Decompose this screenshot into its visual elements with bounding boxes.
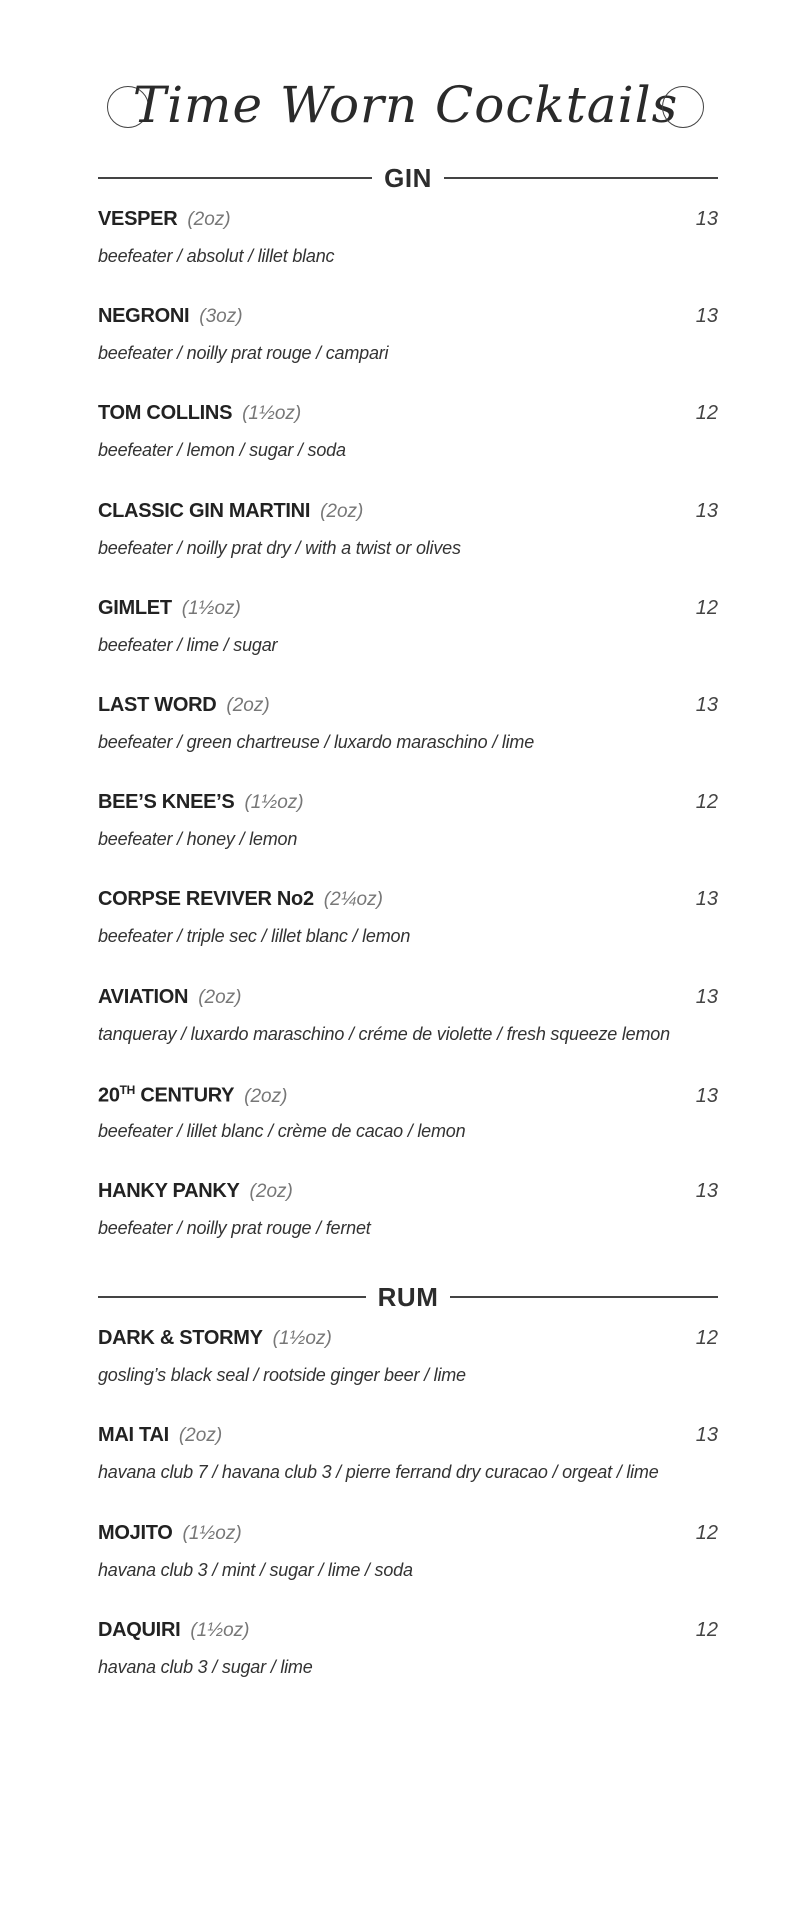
item-name: AVIATION [98,986,189,1008]
item-name: TOM COLLINS [98,402,233,424]
item-name: LAST WORD [98,694,217,716]
item-description: beefeater / noilly prat rouge / campari [98,343,389,363]
item-name: CORPSE REVIVER No2 [98,888,314,910]
item-name: MAI TAI [98,1424,169,1446]
divider [450,1296,718,1298]
menu-item [98,305,718,385]
item-price: 13 [695,208,718,230]
menu-item [98,597,718,677]
item-price: 13 [695,305,718,327]
divider [98,177,372,179]
item-pour: (1½oz) [182,1523,242,1544]
item-price: 13 [695,500,718,522]
menu-title: Time Worn Cocktails [132,76,679,134]
item-name: MOJITO [98,1522,173,1544]
item-pour: (2oz) [178,1425,223,1446]
item-name: DAQUIRI [98,1619,181,1641]
item-pour: (1½oz) [244,792,304,813]
item-price: 12 [695,402,718,424]
item-description: havana club 3 / mint / sugar / lime / soda [98,1560,413,1580]
item-price: 12 [695,1327,718,1349]
item-description: beefeater / noilly prat dry / with a twist or olives [98,538,461,558]
item-description: beefeater / green chartreuse / luxardo maraschino / lime [98,732,535,752]
item-description: havana club 7 / havana club 3 / pierre ferrand dry curacao / orgeat / lime [98,1462,659,1482]
item-price: 13 [695,694,718,716]
menu-item [98,1083,718,1163]
item-description: tanqueray / luxardo maraschino / créme de violette / fresh squeeze lemon [98,1024,670,1044]
menu-header [0,70,811,150]
section-label: RUM [377,1281,439,1312]
item-pour: (1½oz) [181,598,241,619]
menu-item [98,208,718,288]
item-pour: (1½oz) [190,1620,250,1641]
menu-item [98,1619,718,1699]
item-price: 13 [695,888,718,910]
menu-item [98,1180,718,1260]
menu-item [98,986,718,1066]
item-pour: (2oz) [249,1181,293,1202]
item-price: 13 [695,1180,718,1202]
menu-item [98,791,718,871]
item-price: 12 [695,597,718,619]
item-name-rest: CENTURY [135,1084,235,1107]
item-price: 12 [695,1522,718,1544]
item-description: havana club 3 / sugar / lime [98,1657,313,1677]
item-pour: (1½oz) [242,403,302,424]
item-name: BEE’S KNEE’S [98,791,235,813]
item-name: VESPER [98,208,178,230]
section-header-rum [98,1282,718,1312]
item-pour: (2oz) [226,695,270,716]
item-description: gosling’s black seal / rootside ginger beer / lime [98,1365,466,1385]
item-price: 13 [695,1084,718,1107]
menu-item [98,500,718,580]
item-name: HANKY PANKY [98,1180,240,1202]
item-pour: (3oz) [199,306,243,327]
item-pour: (2¼oz) [323,889,383,910]
item-name-number: 20 [98,1084,120,1107]
menu-item [98,694,718,774]
circle-ornament-right-icon [662,86,704,128]
item-name: CLASSIC GIN MARTINI [98,500,311,522]
item-name [98,1083,234,1108]
menu-item [98,1522,718,1602]
divider [98,1296,366,1298]
item-description: beefeater / triple sec / lillet blanc / lemon [98,926,411,946]
item-description: beefeater / absolut / lillet blanc [98,246,335,266]
section-label: GIN [384,162,432,193]
item-description: beefeater / lillet blanc / crème de cacao / lemon [98,1121,466,1141]
item-pour: (2oz) [187,209,231,230]
item-pour: (2oz) [320,501,364,522]
divider [444,177,718,179]
item-price: 13 [695,1424,718,1446]
item-pour: (1½oz) [272,1328,332,1349]
menu-item [98,402,718,482]
item-description: beefeater / lemon / sugar / soda [98,440,346,460]
item-description: beefeater / honey / lemon [98,829,298,849]
item-name: GIMLET [98,597,172,619]
menu-item [98,888,718,968]
item-description: beefeater / lime / sugar [98,635,278,655]
menu-item [98,1424,718,1504]
item-pour: (2oz) [198,987,242,1008]
item-price: 12 [695,1619,718,1641]
section-header-gin [98,163,718,193]
item-name: NEGRONI [98,305,190,327]
item-pour: (2oz) [244,1085,288,1107]
item-description: beefeater / noilly prat rouge / fernet [98,1218,371,1238]
item-price: 12 [695,791,718,813]
item-price: 13 [695,986,718,1008]
item-name: DARK & STORMY [98,1327,263,1349]
menu-item [98,1327,718,1407]
item-name-ordinal: TH [119,1083,136,1097]
